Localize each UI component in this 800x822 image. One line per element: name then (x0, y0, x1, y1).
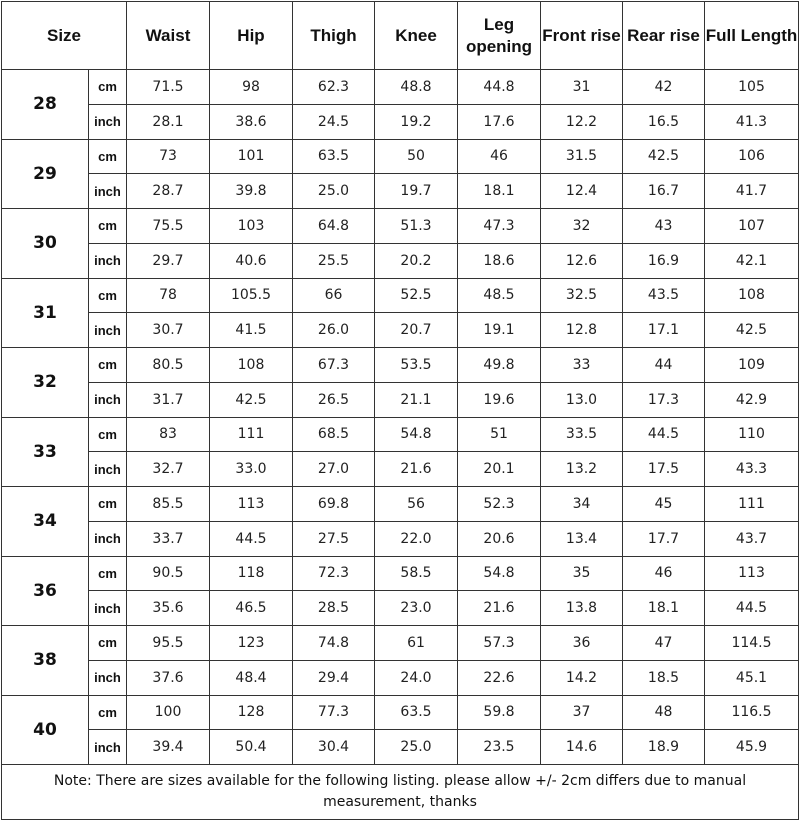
measurement-cm: 37 (541, 695, 623, 730)
size-label: 32 (2, 348, 89, 418)
measurement-inch: 21.6 (458, 591, 541, 626)
measurement-inch: 18.5 (623, 660, 705, 695)
measurement-cm: 77.3 (293, 695, 375, 730)
measurement-inch: 42.5 (705, 313, 799, 348)
unit-label-inch: inch (89, 174, 127, 209)
measurement-inch: 16.9 (623, 243, 705, 278)
measurement-cm: 107 (705, 209, 799, 244)
measurement-cm: 58.5 (375, 556, 458, 591)
measurement-inch: 19.1 (458, 313, 541, 348)
table-row-inch (2, 452, 799, 487)
measurement-inch: 19.2 (375, 104, 458, 139)
table-row-cm (2, 695, 799, 730)
measurement-note: Note: There are sizes available for the following listing. please allow +/- 2cm differs due to manual measurement, thanks (2, 765, 799, 820)
measurement-inch: 27.5 (293, 521, 375, 556)
size-rows (2, 70, 799, 765)
measurement-inch: 31.7 (127, 382, 210, 417)
table-row-cm (2, 348, 799, 383)
table-row-cm (2, 556, 799, 591)
measurement-cm: 57.3 (458, 626, 541, 661)
unit-label-inch: inch (89, 730, 127, 765)
measurement-cm: 90.5 (127, 556, 210, 591)
unit-label-cm: cm (89, 139, 127, 174)
measurement-cm: 109 (705, 348, 799, 383)
measurement-inch: 13.4 (541, 521, 623, 556)
measurement-cm: 111 (210, 417, 293, 452)
table-row-cm (2, 487, 799, 522)
measurement-cm: 63.5 (293, 139, 375, 174)
measurement-cm: 31 (541, 70, 623, 105)
measurement-cm: 78 (127, 278, 210, 313)
measurement-inch: 27.0 (293, 452, 375, 487)
measurement-inch: 35.6 (127, 591, 210, 626)
measurement-cm: 48 (623, 695, 705, 730)
measurement-cm: 44.5 (623, 417, 705, 452)
size-label: 40 (2, 695, 89, 765)
size-label: 29 (2, 139, 89, 209)
measurement-cm: 114.5 (705, 626, 799, 661)
unit-label-inch: inch (89, 104, 127, 139)
measurement-cm: 64.8 (293, 209, 375, 244)
measurement-inch: 48.4 (210, 660, 293, 695)
measurement-cm: 33.5 (541, 417, 623, 452)
unit-label-cm: cm (89, 209, 127, 244)
measurement-inch: 17.7 (623, 521, 705, 556)
measurement-cm: 36 (541, 626, 623, 661)
measurement-inch: 22.6 (458, 660, 541, 695)
size-label: 30 (2, 209, 89, 279)
measurement-cm: 67.3 (293, 348, 375, 383)
measurement-inch: 26.5 (293, 382, 375, 417)
measurement-inch: 17.3 (623, 382, 705, 417)
table-row-cm (2, 209, 799, 244)
table-row-cm (2, 139, 799, 174)
table-row-inch (2, 521, 799, 556)
measurement-cm: 73 (127, 139, 210, 174)
measurement-cm: 59.8 (458, 695, 541, 730)
measurement-inch: 32.7 (127, 452, 210, 487)
measurement-inch: 30.7 (127, 313, 210, 348)
measurement-inch: 41.7 (705, 174, 799, 209)
measurement-cm: 108 (705, 278, 799, 313)
measurement-inch: 13.2 (541, 452, 623, 487)
measurement-cm: 68.5 (293, 417, 375, 452)
measurement-inch: 16.7 (623, 174, 705, 209)
measurement-inch: 28.5 (293, 591, 375, 626)
measurement-inch: 38.6 (210, 104, 293, 139)
measurement-inch: 13.8 (541, 591, 623, 626)
knee-header: Knee (375, 2, 458, 70)
measurement-inch: 40.6 (210, 243, 293, 278)
measurement-inch: 17.5 (623, 452, 705, 487)
measurement-inch: 20.6 (458, 521, 541, 556)
measurement-inch: 42.1 (705, 243, 799, 278)
measurement-cm: 53.5 (375, 348, 458, 383)
measurement-inch: 25.0 (293, 174, 375, 209)
measurement-inch: 25.0 (375, 730, 458, 765)
measurement-inch: 12.4 (541, 174, 623, 209)
measurement-cm: 80.5 (127, 348, 210, 383)
size-label: 38 (2, 626, 89, 696)
measurement-inch: 44.5 (705, 591, 799, 626)
measurement-cm: 95.5 (127, 626, 210, 661)
unit-label-cm: cm (89, 278, 127, 313)
measurement-cm: 51.3 (375, 209, 458, 244)
measurement-inch: 25.5 (293, 243, 375, 278)
front-rise-header: Front rise (541, 2, 623, 70)
measurement-cm: 54.8 (458, 556, 541, 591)
hip-header: Hip (210, 2, 293, 70)
measurement-inch: 28.7 (127, 174, 210, 209)
measurement-cm: 43.5 (623, 278, 705, 313)
measurement-cm: 128 (210, 695, 293, 730)
measurement-inch: 19.6 (458, 382, 541, 417)
measurement-cm: 47.3 (458, 209, 541, 244)
measurement-inch: 41.3 (705, 104, 799, 139)
header-row (2, 2, 799, 70)
table-row-inch (2, 243, 799, 278)
measurement-cm: 32.5 (541, 278, 623, 313)
measurement-cm: 108 (210, 348, 293, 383)
measurement-inch: 46.5 (210, 591, 293, 626)
measurement-cm: 54.8 (375, 417, 458, 452)
measurement-inch: 12.8 (541, 313, 623, 348)
measurement-inch: 29.7 (127, 243, 210, 278)
measurement-inch: 37.6 (127, 660, 210, 695)
measurement-cm: 51 (458, 417, 541, 452)
table-row-cm (2, 70, 799, 105)
measurement-inch: 20.7 (375, 313, 458, 348)
table-row-inch (2, 313, 799, 348)
unit-label-inch: inch (89, 243, 127, 278)
measurement-inch: 45.1 (705, 660, 799, 695)
size-label: 28 (2, 70, 89, 140)
measurement-inch: 29.4 (293, 660, 375, 695)
measurement-cm: 123 (210, 626, 293, 661)
unit-label-inch: inch (89, 591, 127, 626)
waist-header: Waist (127, 2, 210, 70)
table-row-cm (2, 278, 799, 313)
measurement-cm: 105.5 (210, 278, 293, 313)
measurement-inch: 28.1 (127, 104, 210, 139)
measurement-inch: 42.5 (210, 382, 293, 417)
measurement-cm: 118 (210, 556, 293, 591)
measurement-inch: 19.7 (375, 174, 458, 209)
measurement-inch: 14.6 (541, 730, 623, 765)
measurement-cm: 42.5 (623, 139, 705, 174)
measurement-inch: 17.1 (623, 313, 705, 348)
measurement-cm: 50 (375, 139, 458, 174)
measurement-cm: 75.5 (127, 209, 210, 244)
measurement-cm: 105 (705, 70, 799, 105)
measurement-cm: 71.5 (127, 70, 210, 105)
unit-label-inch: inch (89, 521, 127, 556)
unit-label-inch: inch (89, 313, 127, 348)
measurement-inch: 41.5 (210, 313, 293, 348)
measurement-inch: 39.8 (210, 174, 293, 209)
measurement-inch: 23.0 (375, 591, 458, 626)
measurement-inch: 12.2 (541, 104, 623, 139)
unit-label-inch: inch (89, 452, 127, 487)
measurement-cm: 42 (623, 70, 705, 105)
measurement-cm: 52.3 (458, 487, 541, 522)
measurement-cm: 47 (623, 626, 705, 661)
measurement-inch: 18.1 (623, 591, 705, 626)
measurement-cm: 52.5 (375, 278, 458, 313)
size-label: 34 (2, 487, 89, 557)
measurement-cm: 98 (210, 70, 293, 105)
size-header: Size (2, 2, 127, 70)
measurement-inch: 20.2 (375, 243, 458, 278)
measurement-cm: 33 (541, 348, 623, 383)
rear-rise-header: Rear rise (623, 2, 705, 70)
measurement-inch: 21.6 (375, 452, 458, 487)
measurement-inch: 12.6 (541, 243, 623, 278)
measurement-cm: 85.5 (127, 487, 210, 522)
measurement-cm: 83 (127, 417, 210, 452)
measurement-cm: 34 (541, 487, 623, 522)
table-row-cm (2, 626, 799, 661)
measurement-inch: 26.0 (293, 313, 375, 348)
measurement-cm: 61 (375, 626, 458, 661)
measurement-inch: 21.1 (375, 382, 458, 417)
measurement-inch: 14.2 (541, 660, 623, 695)
measurement-inch: 30.4 (293, 730, 375, 765)
measurement-inch: 18.6 (458, 243, 541, 278)
measurement-cm: 31.5 (541, 139, 623, 174)
measurement-cm: 56 (375, 487, 458, 522)
measurement-inch: 16.5 (623, 104, 705, 139)
full-length-header: Full Length (705, 2, 799, 70)
measurement-inch: 24.5 (293, 104, 375, 139)
measurement-cm: 110 (705, 417, 799, 452)
leg-opening-header: Leg opening (458, 2, 541, 70)
measurement-cm: 69.8 (293, 487, 375, 522)
unit-label-cm: cm (89, 487, 127, 522)
measurement-cm: 45 (623, 487, 705, 522)
measurement-inch: 43.3 (705, 452, 799, 487)
note-row (2, 765, 799, 820)
measurement-cm: 72.3 (293, 556, 375, 591)
measurement-cm: 111 (705, 487, 799, 522)
measurement-cm: 32 (541, 209, 623, 244)
table-row-inch (2, 382, 799, 417)
measurement-cm: 35 (541, 556, 623, 591)
measurement-cm: 113 (705, 556, 799, 591)
measurement-cm: 101 (210, 139, 293, 174)
measurement-cm: 116.5 (705, 695, 799, 730)
table-row-inch (2, 660, 799, 695)
table-row-inch (2, 591, 799, 626)
unit-label-cm: cm (89, 626, 127, 661)
measurement-cm: 49.8 (458, 348, 541, 383)
measurement-cm: 44 (623, 348, 705, 383)
unit-label-inch: inch (89, 660, 127, 695)
measurement-inch: 50.4 (210, 730, 293, 765)
measurement-inch: 33.7 (127, 521, 210, 556)
size-label: 36 (2, 556, 89, 626)
table-row-inch (2, 104, 799, 139)
measurement-cm: 48.8 (375, 70, 458, 105)
unit-label-cm: cm (89, 348, 127, 383)
measurement-inch: 45.9 (705, 730, 799, 765)
measurement-inch: 22.0 (375, 521, 458, 556)
measurement-inch: 13.0 (541, 382, 623, 417)
measurement-cm: 66 (293, 278, 375, 313)
unit-label-inch: inch (89, 382, 127, 417)
measurement-inch: 42.9 (705, 382, 799, 417)
size-label: 33 (2, 417, 89, 487)
measurement-cm: 43 (623, 209, 705, 244)
table-row-inch (2, 174, 799, 209)
measurement-inch: 43.7 (705, 521, 799, 556)
measurement-cm: 46 (458, 139, 541, 174)
size-chart-table (1, 1, 799, 820)
measurement-cm: 62.3 (293, 70, 375, 105)
unit-label-cm: cm (89, 695, 127, 730)
thigh-header: Thigh (293, 2, 375, 70)
unit-label-cm: cm (89, 70, 127, 105)
measurement-inch: 44.5 (210, 521, 293, 556)
measurement-cm: 63.5 (375, 695, 458, 730)
measurement-cm: 74.8 (293, 626, 375, 661)
measurement-inch: 39.4 (127, 730, 210, 765)
unit-label-cm: cm (89, 556, 127, 591)
measurement-cm: 46 (623, 556, 705, 591)
measurement-cm: 44.8 (458, 70, 541, 105)
measurement-inch: 17.6 (458, 104, 541, 139)
measurement-inch: 23.5 (458, 730, 541, 765)
table-row-inch (2, 730, 799, 765)
table-row-cm (2, 417, 799, 452)
measurement-cm: 103 (210, 209, 293, 244)
measurement-inch: 18.9 (623, 730, 705, 765)
unit-label-cm: cm (89, 417, 127, 452)
measurement-cm: 113 (210, 487, 293, 522)
measurement-cm: 106 (705, 139, 799, 174)
size-label: 31 (2, 278, 89, 348)
measurement-cm: 48.5 (458, 278, 541, 313)
measurement-inch: 18.1 (458, 174, 541, 209)
measurement-inch: 24.0 (375, 660, 458, 695)
measurement-inch: 33.0 (210, 452, 293, 487)
measurement-inch: 20.1 (458, 452, 541, 487)
measurement-cm: 100 (127, 695, 210, 730)
